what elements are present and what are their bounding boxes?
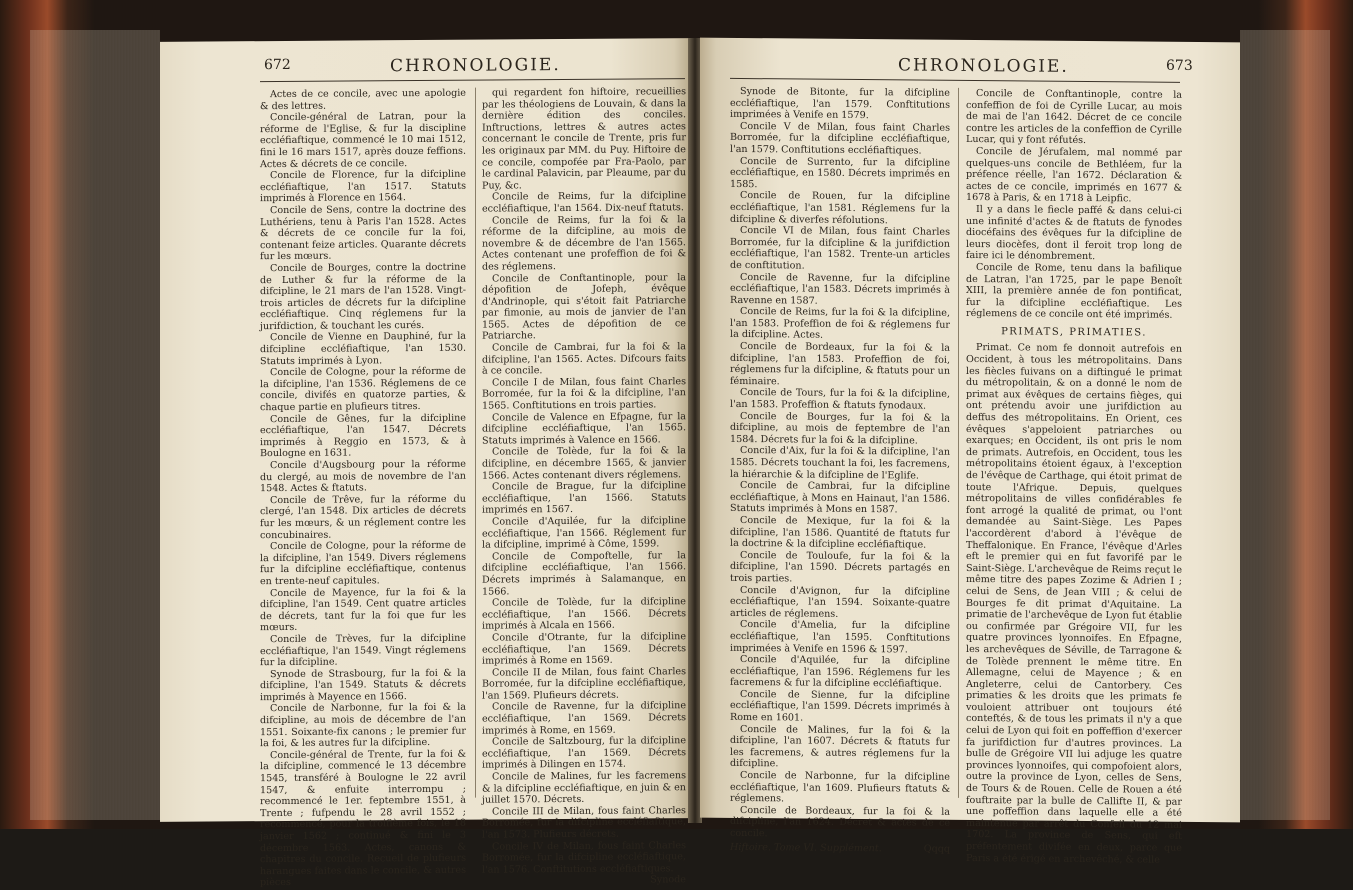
entry-paragraph: Concile III de Milan, fous faint Charles Borromée, fur la difcipline eccléfiaftique, l'an 1573. Plufieurs décrets.: [482, 804, 686, 841]
entry-paragraph: Concile-général de Trente, fur la foi & la difcipline, commencé le 13 décembre 1545, transféré à Boulogne le 22 avril 1547, & enfuite interrompu ; recommencé le 1er. feptembre 1551, à Trente ; fufpendu le 28 avril 1552 ; recommencé, pour la troifième fois, le 18 janvier 1562 ; continué & fini le 3 décembre 1563. Actes, canons & chapitres du concile. Recueil de plufieurs harangues faites dans le concile, & autres pièces: [260, 748, 466, 889]
entry-paragraph: Concile de Cambrai, fur la foi & la difcipline, l'an 1565. Actes. Difcours faits à ce concile.: [482, 341, 686, 377]
entry-paragraph: Concile de Tolède, fur la foi & la difcipline, en décembre 1565, & janvier 1566. Actes contenant divers réglemens.: [482, 445, 686, 482]
entry-paragraph: Actes de ce concile, avec une apologie & des lettres.: [260, 87, 466, 112]
entry-paragraph: Concile de Compoftelle, fur la difcipline eccléfiaftique, l'an 1566. Décrets imprimés à Salamanque, en 1566.: [482, 549, 686, 598]
entry-paragraph: Concile de Malines, fur la foi & la difcipline, l'an 1607. Décrets & ftatuts fur les facremens, & autres réglemens fur la difcipline.: [730, 723, 950, 770]
entry-paragraph: Concile de Bordeaux, fur la foi & la difcipline, l'an 1624. Décret & actes de ce concile.: [730, 804, 950, 840]
left-page: [160, 38, 690, 889]
entry-paragraph: Concile de Bourges, fur la foi & la difcipline, au mois de feptembre de l'an 1584. Décrets fur la foi & la difcipline.: [730, 410, 950, 447]
entry-paragraph: Concile de Narbonne, fur la foi & la difcipline, au mois de décembre de l'an 1551. Soixante-fix canons ; le premier fur la foi, & les autres fur la difcipline.: [260, 702, 466, 750]
entry-paragraph: Concile de Trèves, fur la difcipline eccléfiaftique, l'an 1549. Vingt réglemens fur la difcipline.: [260, 632, 466, 669]
left-column-divider: [475, 88, 476, 798]
entry-paragraph: Concile de Reims, fur la foi & la difcipline, l'an 1583. Profeffion de foi & réglemens fur la difcipline. Actes.: [730, 306, 950, 342]
entry-paragraph: Synode de Strasbourg, fur la foi & la difcipline, l'an 1549. Statuts & décrets imprimés à Mayence en 1566.: [260, 667, 466, 704]
entry-paragraph: Concile de Tolède, fur la difcipline eccléfiaftique, l'an 1566. Décrets imprimés à Alcala en 1566.: [482, 596, 686, 632]
right-column-2: [966, 88, 1182, 866]
entry-paragraph: Concile V de Milan, fous faint Charles Borromée, fur la difcipline eccléfiaftique, l'an 1579. Conftitutions eccléfiaftiques.: [730, 120, 950, 157]
entry-paragraph: Concile de Gênes, fur la difcipline eccléfiaftique, l'an 1547. Décrets imprimés à Reggio en 1573, & à Boulogne en 1631.: [260, 412, 466, 460]
right-column-1: [730, 85, 950, 855]
entry-paragraph: Synode de Bitonte, fur la difcipline eccléfiaftique, l'an 1579. Conftitutions imprimées à Venife en 1579.: [730, 85, 950, 122]
entry-paragraph: Concile de Saltzbourg, fur la difcipline eccléfiaftique, l'an 1569. Décrets imprimés à Dilingen en 1574.: [482, 735, 686, 772]
right-page-edges: [1240, 30, 1330, 820]
entry-paragraph: Concile de Conftantinople, pour la dépofition de Jofeph, évêque d'Andrinople, qui s'étoit fait Patriarche par fimonie, au mois de janvier de l'an 1565. Actes de dépofition de ce Patriarche.: [482, 271, 686, 343]
entry-paragraph: Concile de Sens, contre la doctrine des Luthériens, tenu à Paris l'an 1528. Actes & décrets de ce concile fur la foi, contenant feize articles. Quarante décrets fur les mœurs.: [260, 203, 466, 263]
entry-paragraph: Concile de Ravenne, fur la difcipline eccléfiaftique, l'an 1569. Décrets imprimés à Rome, en 1569.: [482, 700, 686, 737]
entry-paragraph: Concile de Reims, fur la difcipline eccléfiaftique, l'an 1564. Dix-neuf ftatuts.: [482, 190, 686, 215]
entry-paragraph: Concile de Cologne, pour la réforme de la difcipline, l'an 1549. Divers réglemens fur la difcipline eccléfiaftique, contenus en trente-neuf capitules.: [260, 539, 466, 588]
catchword: Synode: [650, 874, 686, 886]
entry-paragraph: Concile de Rouen, fur la difcipline eccléfiaftique, l'an 1581. Réglemens fur la difcipline & diverfes réfolutions.: [730, 190, 950, 226]
entry-paragraph: Concile de Trêve, fur la réforme du clergé, l'an 1548. Dix articles de décrets fur les mœurs, & un réglement contre les concubinaires.: [260, 493, 466, 541]
entry-paragraph: Concile de Cologne, pour la réforme de la difcipline, l'an 1536. Réglemens de ce concile, divifés en quatorze parties, & chaque partie en plufieurs titres.: [260, 365, 466, 414]
entry-paragraph: Concile de Ravenne, fur la difcipline eccléfiaftique, l'an 1583. Décrets imprimés à Ravenne en 1587.: [730, 271, 950, 307]
entry-paragraph: Il y a dans le fiecle paffé & dans celui-ci une infinité d'actes & de ftatuts de fynodes diocéfains des évêques fur la difcipline de leurs diocèfes, dont il feroit trop long de faire ici le dénombrement.: [966, 203, 1182, 263]
entry-paragraph: Concile d'Aquilée, fur la difcipline eccléfiaftique, l'an 1596. Réglemens fur les facremens & fur la difcipline eccléfiaftique.: [730, 654, 950, 691]
entry-paragraph: Concile de Florence, fur la difcipline eccléfiaftique, l'an 1517. Statuts imprimés à Florence en 1564.: [260, 168, 466, 205]
entry-paragraph: Concile IV de Milan, fous faint Charles Borromée, fur la difcipline eccléfiaftique, l'an 1576. Conftitutions eccléfiaftiques.: [482, 839, 686, 876]
entry-paragraph: Concile II de Milan, fous faint Charles Borromée, fur la difcipline eccléfiaftique, l'an 1569. Plufieurs décrets.: [482, 665, 686, 702]
entry-paragraph: Concile de Reims, fur la foi & la réforme de la difcipline, au mois de novembre & de décembre de l'an 1565. Actes contenant une profeffion de foi & des réglemens.: [482, 213, 686, 273]
entry-paragraph: Concile VI de Milan, fous faint Charles Borromée, fur la difcipline & la jurifdiction eccléfiaftique, l'an 1582. Trente-un articles de conftitution.: [730, 225, 950, 272]
entry-paragraph: Concile de Tours, fur la foi & la difcipline, l'an 1583. Profeffion & ftatuts fynodaux.: [730, 387, 950, 412]
entry-paragraph: Concile de Narbonne, fur la difcipline eccléfiaftique, l'an 1609. Plufieurs ftatuts & réglemens.: [730, 770, 950, 805]
entry-paragraph: Concile de Rome, tenu dans la bafilique de Latran, l'an 1725, par le pape Benoît XIII, la première année de fon pontificat, fur la difcipline eccléfiaftique. Les réglemens de ce concile ont été imprimés.: [966, 261, 1182, 322]
entry-paragraph: Concile de Touloufe, fur la foi & la difcipline, l'an 1590. Décrets partagés en trois parties.: [730, 549, 950, 585]
left-page-number: 672: [264, 56, 291, 74]
entry-paragraph: Concile de Cambrai, fur la difcipline eccléfiaftique, à Mons en Hainaut, l'an 1586. Statuts imprimés à Mons en 1587.: [730, 480, 950, 516]
right-page: [700, 38, 1240, 866]
left-running-head: [160, 54, 690, 82]
footer-volume-note: Hiftoire. Tome VI. Supplément.: [730, 841, 882, 854]
right-page-number: 673: [1166, 57, 1193, 74]
entry-paragraph: Concile de Bordeaux, fur la foi & la difcipline, l'an 1583. Profeffion de foi, réglemens fur la difcipline, & ftatuts pour un féminaire.: [730, 341, 950, 388]
entry-paragraph: Concile d'Aquilée, fur la difcipline eccléfiaftique, l'an 1566. Réglement fur la difcipline, imprimé à Côme, 1599.: [482, 515, 686, 551]
entry-paragraph: Concile I de Milan, fous faint Charles Borromée, fur la foi & la difcipline, l'an 1565. Conftitutions en trois parties.: [482, 376, 686, 412]
entry-paragraph: Concile de Jérufalem, mal nommé par quelques-uns concile de Bethléem, fur la préfence réelle, l'an 1672. Déclaration & actes de ce concile, imprimés en 1677 & 1678 à Paris, & en 1718 à Leipfic.: [966, 146, 1182, 205]
entry-paragraph: Concile de Mexique, fur la foi & la difcipline, l'an 1586. Quantité de ftatuts fur la doctrine & la difcipline eccléfiaftique.: [730, 514, 950, 551]
entry-paragraph: Concile de Sienne, fur la difcipline eccléfiaftique, l'an 1599. Décrets imprimés à Rome en 1601.: [730, 688, 950, 724]
left-page-edges: [30, 30, 160, 820]
entry-paragraph: Concile de Valence en Efpagne, fur la difcipline eccléfiaftique, l'an 1565. Statuts imprimés à Valence en 1566.: [482, 410, 686, 447]
entry-paragraph: Concile d'Aix, fur la foi & la difcipline, l'an 1585. Décrets touchant la foi, les facremens, la hiérarchie & la difcipline de l'Eglife.: [730, 445, 950, 482]
left-column-1: [260, 87, 466, 889]
entry-paragraph: Concile de Bourges, contre la doctrine de Luther & fur la réforme de la difcipline, le 21 mars de l'an 1528. Vingt-trois articles de décrets fur la difcipline eccléfiaftique. Cinq réglemens fur la jurifdiction, & touchant les curés.: [260, 261, 466, 333]
entry-paragraph: Concile de Brague, fur la difcipline eccléfiaftique, l'an 1566. Statuts imprimés en 1567.: [482, 480, 686, 516]
entry-paragraph: Concile d'Avignon, fur la difcipline eccléfiaftique, l'an 1594. Soixante-quatre articles de réglemens.: [730, 584, 950, 620]
left-page-title: CHRONOLOGIE.: [390, 55, 561, 77]
left-column-2: [482, 86, 686, 886]
entry-paragraph: Concile de Vienne en Dauphiné, fur la difcipline eccléfiaftique, l'an 1530. Statuts imprimés à Lyon.: [260, 331, 466, 367]
page-footer: [730, 841, 950, 855]
entry-paragraph: Concile de Conftantinople, contre la confeffion de foi de Cyrille Lucar, au mois de mai de l'an 1642. Décret de ce concile contre les articles de la confeffion de Cyrille Lucar, qui y font réfutés.: [966, 88, 1182, 147]
entry-paragraph: Concile d'Otrante, fur la difcipline eccléfiaftique, l'an 1569. Décrets imprimés à Rome en 1569.: [482, 631, 686, 667]
section-heading: PRIMATS, PRIMATIES.: [1001, 326, 1147, 339]
entry-paragraph: Concile de Mayence, fur la foi & la difcipline, l'an 1549. Cent quatre articles de décrets, tant fur la foi que fur les mœurs.: [260, 586, 466, 634]
right-page-title: CHRONOLOGIE.: [898, 55, 1069, 77]
entry-paragraph: Concile de Surrento, fur la difcipline eccléfiaftique, en 1580. Décrets imprimés en 1585.: [730, 155, 950, 190]
entry-paragraph: qui regardent fon hiftoire, recueillies par les théologiens de Louvain, & dans la dernière édition des conciles. Inftructions, lettres & autres actes concernant le concile de Trente, pris fur les originaux par MM. du Puy. Hiftoire de ce concile, compofée par Fra-Paolo, par le cardinal Palavicin, par Pleaume, par du Puy, &c.: [482, 86, 686, 192]
entry-paragraph: Concile de Malines, fur les facremens & la difcipline eccléfiaftique, en juin & en juillet 1570. Décrets.: [482, 770, 686, 806]
entry-paragraph: Concile d'Amelia, fur la difcipline eccléfiaftique, l'an 1595. Conftitutions imprimées à Venife en 1596 & 1597.: [730, 619, 950, 655]
entry-paragraph: Concile-général de Latran, pour la réforme de l'Eglise, & fur la discipline eccléfiaftique, commencé le 10 mai 1512, fini le 16 mars 1517, après douze feffions. Actes & décrets de ce concile.: [260, 110, 466, 170]
entry-paragraph: Concile d'Augsbourg pour la réforme du clergé, au mois de novembre de l'an 1548. Actes & ftatuts.: [260, 458, 466, 495]
signature-mark: Qqqq: [923, 843, 950, 855]
entry-paragraph: Primat. Ce nom fe donnoit autrefois en Occident, à tous les métropolitains. Dans les fiècles fuivans on a diftingué le primat du métropolitain, & on a donné le nom de primat aux évêques de certains fièges, qui ont prétendu avoir une jurifdiction au deffus des métropolitains. En Orient, ces évêques s'appeloient patriarches ou exarques; en Occident, ils ont pris le nom de primats. Autrefois, en Occident, tous les métropolitains étoient égaux, à l'exception de l'évêque de Carthage, qui étoit primat de toute l'Afrique. Depuis, quelques métropolitains de villes confidérables fe font arrogé la qualité de primat, ou l'ont demandée au Saint-Siège. Les Papes l'accordèrent d'abord à l'évêque de Theffalonique. En France, l'évêque d'Arles eft le premier qui en fut favorifé par le Saint-Siège. L'archevêque de Reims reçut le même titre des papes Zozime & Adrien I ; celui de Sens, de Jean VIII ; & celui de Bourges fe dit primat d'Aquitaine. La primatie de l'archevêque de Lyon fut établie ou confirmée par Grégoire VII, fur les quatre provinces lyonnoifes. En Efpagne, les archevêques de Séville, de Tarragone & de Tolède prennent le même titre. En Allemagne, celui de Mayence ; & en Angleterre, celui de Cantorbery. Ces primaties & les droits que les primats fe vouloient attribuer ont toujours été conteftés, & de tous les primats il n'y a que celui de Lyon qui foit en poffeffion d'exercer fa jurifdiction fur d'autres provinces. La bulle de Grégoire VII lui adjuge les quatre provinces lyonnoifes, qui compofoient alors, outre la province de Lyon, celles de Sens, de Tours & de Rouen. Celle de Rouen a été fouftraite par la bulle de Callifte II, & par une poffeffion dans laquelle elle a été maintenue par arrêt du Confeil du 12 mai 1702. La province de Sens, qui eft préfentement divifée en deux, parce que Paris a été érigé en archevêché, & celle: [966, 342, 1182, 866]
right-column-divider: [958, 88, 959, 798]
